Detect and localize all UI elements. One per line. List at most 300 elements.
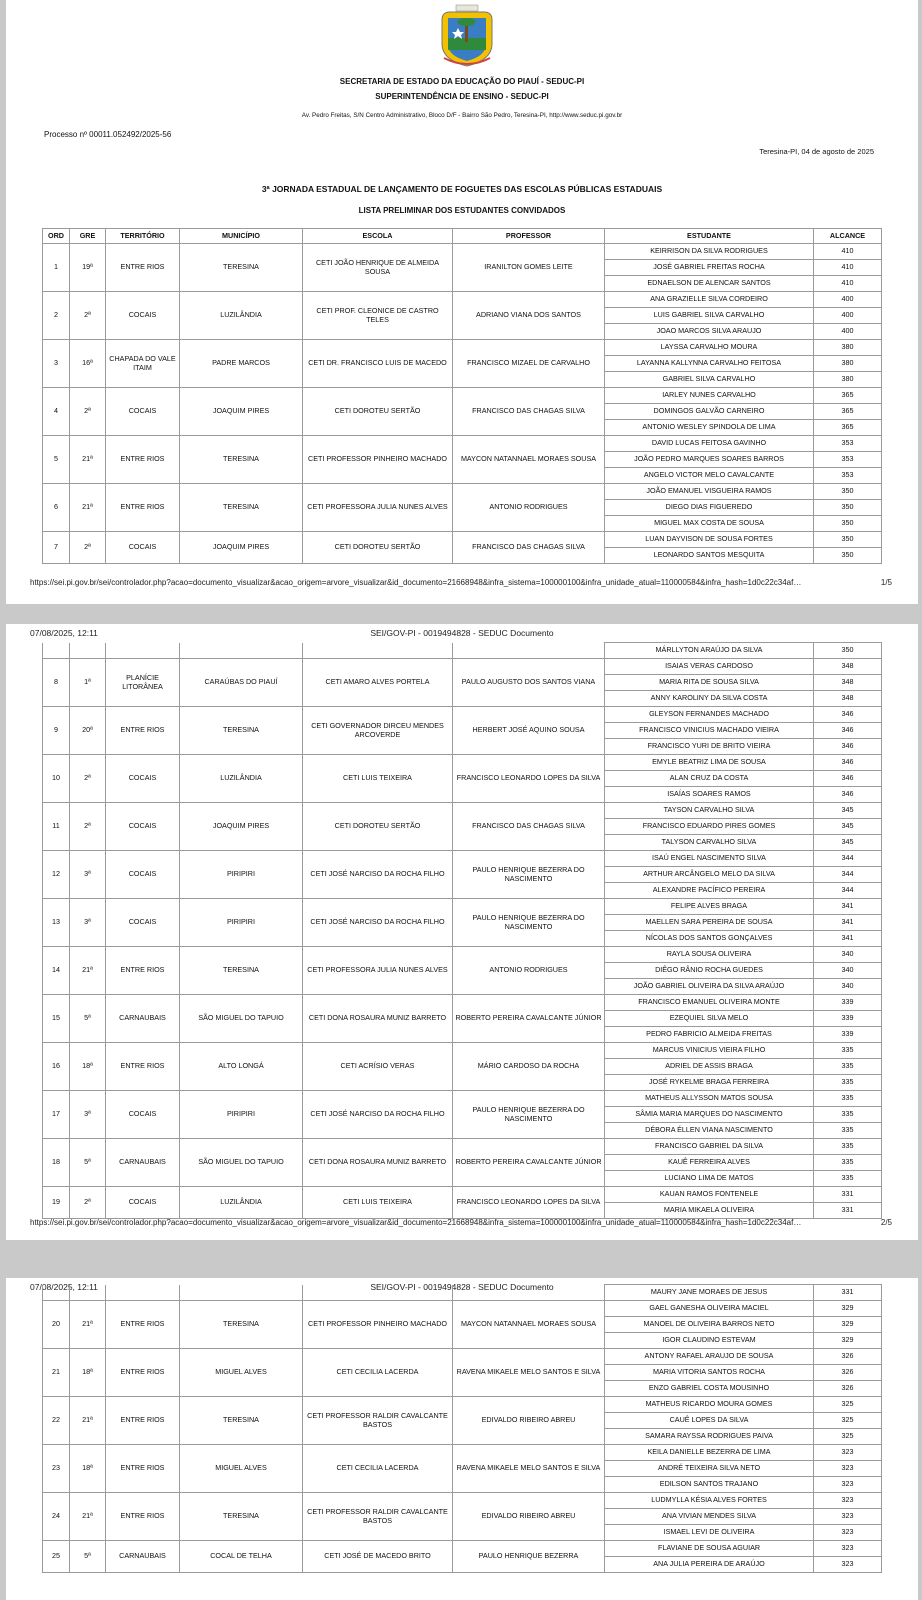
student-alcance: 339	[814, 1011, 882, 1027]
student-alcance: 353	[814, 452, 882, 468]
territorio-cell: CARNAUBAIS	[106, 1541, 180, 1573]
territorio-cell: ENTRE RIOS	[106, 1043, 180, 1091]
student-name: GLEYSON FERNANDES MACHADO	[605, 707, 814, 723]
escola-cell: CETI PROFESSORA JULIA NUNES ALVES	[303, 484, 453, 532]
escola-cell: CETI LUIS TEIXEIRA	[303, 755, 453, 803]
student-name: EZEQUIEL SILVA MELO	[605, 1011, 814, 1027]
ord-cell: 21	[43, 1349, 70, 1397]
student-name: SAMARA RAYSSA RODRIGUES PAIVA	[605, 1429, 814, 1445]
student-name: ANA JULIA PEREIRA DE ARAÚJO	[605, 1557, 814, 1573]
document-page-3	[6, 1278, 918, 1600]
gre-cell: 18ª	[70, 1043, 106, 1091]
table-row	[43, 755, 882, 771]
municipio-cell: PIRIPIRI	[180, 1091, 303, 1139]
student-name: MARIA RITA DE SOUSA SILVA	[605, 675, 814, 691]
territorio-cell: ENTRE RIOS	[106, 436, 180, 484]
student-alcance: 323	[814, 1493, 882, 1509]
municipio-cell: TERESINA	[180, 1493, 303, 1541]
print-timestamp: 07/08/2025, 12:11	[30, 628, 98, 638]
student-alcance: 329	[814, 1317, 882, 1333]
professor-cell: ROBERTO PEREIRA CAVALCANTE JÚNIOR	[453, 1139, 605, 1187]
document-page-1	[6, 0, 918, 604]
student-alcance: 345	[814, 819, 882, 835]
student-alcance: 326	[814, 1365, 882, 1381]
territorio-cell: PLANÍCIE LITORÂNEA	[106, 659, 180, 707]
table-row	[43, 388, 882, 404]
table-row	[43, 532, 882, 548]
student-name: MARIA VITORIA SANTOS ROCHA	[605, 1365, 814, 1381]
student-name: ANA GRAZIELLE SILVA CORDEIRO	[605, 292, 814, 308]
col-header-alcance: ALCANCE	[814, 229, 882, 244]
student-alcance: 350	[814, 500, 882, 516]
student-alcance: 348	[814, 659, 882, 675]
student-alcance: 346	[814, 771, 882, 787]
territorio-cell: COCAIS	[106, 532, 180, 564]
municipio-cell: COCAL DE TELHA	[180, 1541, 303, 1573]
student-alcance: 325	[814, 1397, 882, 1413]
ord-cell: 17	[43, 1091, 70, 1139]
table-row	[43, 1493, 882, 1509]
professor-cell: FRANCISCO LEONARDO LOPES DA SILVA	[453, 1187, 605, 1219]
municipio-cell: MIGUEL ALVES	[180, 1349, 303, 1397]
student-name: FRANCISCO EMANUEL OLIVEIRA MONTE	[605, 995, 814, 1011]
student-name: DÉBORA ÉLLEN VIANA NASCIMENTO	[605, 1123, 814, 1139]
student-alcance: 335	[814, 1091, 882, 1107]
professor-cell: FRANCISCO DAS CHAGAS SILVA	[453, 803, 605, 851]
ord-cell: 13	[43, 899, 70, 947]
ord-cell: 15	[43, 995, 70, 1043]
print-document-id: SEI/GOV-PI - 0019494828 - SEDUC Documento	[370, 628, 554, 638]
gre-cell: 1ª	[70, 659, 106, 707]
gre-cell: 5ª	[70, 995, 106, 1043]
professor-cell: PAULO HENRIQUE BEZERRA	[453, 1541, 605, 1573]
student-alcance: 323	[814, 1445, 882, 1461]
empty-cell	[303, 1285, 453, 1301]
student-name: KEILA DANIELLE BEZERRA DE LIMA	[605, 1445, 814, 1461]
address-line: Av. Pedro Freitas, S/N Centro Administrativo, Bloco D/F - Bairro São Pedro, Teresina-PI, http://www.seduc.pi.gov.br	[301, 112, 623, 119]
student-alcance: 410	[814, 276, 882, 292]
student-name: JOÃO GABRIEL OLIVEIRA DA SILVA ARAÚJO	[605, 979, 814, 995]
student-name: JOSÉ GABRIEL FREITAS ROCHA	[605, 260, 814, 276]
student-alcance: 345	[814, 803, 882, 819]
student-alcance: 340	[814, 979, 882, 995]
professor-cell: MÁRIO CARDOSO DA ROCHA	[453, 1043, 605, 1091]
student-name: KEIRRISON DA SILVA RODRIGUES	[605, 244, 814, 260]
student-alcance: 350	[814, 532, 882, 548]
ord-cell: 1	[43, 244, 70, 292]
professor-cell: FRANCISCO MIZAEL DE CARVALHO	[453, 340, 605, 388]
municipio-cell: ALTO LONGÁ	[180, 1043, 303, 1091]
table-row	[43, 436, 882, 452]
municipio-cell: PIRIPIRI	[180, 899, 303, 947]
table-row	[43, 707, 882, 723]
territorio-cell: ENTRE RIOS	[106, 244, 180, 292]
territorio-cell: ENTRE RIOS	[106, 484, 180, 532]
students-table-page-2	[42, 642, 882, 1219]
municipio-cell: PIRIPIRI	[180, 851, 303, 899]
student-name: ARTHUR ARCÂNGELO MELO DA SILVA	[605, 867, 814, 883]
table-row	[43, 292, 882, 308]
escola-cell: CETI DOROTEU SERTÃO	[303, 803, 453, 851]
table-row	[43, 484, 882, 500]
secretaria-header: SECRETARIA DE ESTADO DA EDUCAÇÃO DO PIAUÍ - SEDUC-PI	[339, 77, 585, 86]
escola-cell: CETI CECILIA LACERDA	[303, 1349, 453, 1397]
document-url[interactable]: https://sei.pi.gov.br/sei/controlador.php?acao=documento_visualizar&acao_origem=arvore_visualizar&id_documento=21668948&infra_sistema=100000100&infra_unidade_atual=110000584&infra_hash=1d0c22c34af…	[30, 1218, 802, 1227]
gre-cell: 2ª	[70, 1187, 106, 1219]
student-name: SÂMIA MARIA MARQUES DO NASCIMENTO	[605, 1107, 814, 1123]
municipio-cell: JOAQUIM PIRES	[180, 532, 303, 564]
student-name: JOSÉ RYKELME BRAGA FERREIRA	[605, 1075, 814, 1091]
escola-cell: CETI ACRÍSIO VERAS	[303, 1043, 453, 1091]
document-subtitle: LISTA PRELIMINAR DOS ESTUDANTES CONVIDADOS	[358, 206, 566, 215]
student-name: MIGUEL MAX COSTA DE SOUSA	[605, 516, 814, 532]
student-name: ANNY KAROLINY DA SILVA COSTA	[605, 691, 814, 707]
gre-cell: 2ª	[70, 388, 106, 436]
student-name: MARCUS VINICIUS VIEIRA FILHO	[605, 1043, 814, 1059]
print-document-id: SEI/GOV-PI - 0019494828 - SEDUC Documento	[370, 1282, 554, 1292]
student-name: RAYLA SOUSA OLIVEIRA	[605, 947, 814, 963]
escola-cell: CETI JOÃO HENRIQUE DE ALMEIDA SOUSA	[303, 244, 453, 292]
professor-cell: RAVENA MIKAELE MELO SANTOS E SILVA	[453, 1445, 605, 1493]
escola-cell: CETI DOROTEU SERTÃO	[303, 388, 453, 436]
student-alcance: 325	[814, 1413, 882, 1429]
student-alcance: 335	[814, 1139, 882, 1155]
student-alcance: 339	[814, 995, 882, 1011]
student-alcance: 400	[814, 292, 882, 308]
ord-cell: 8	[43, 659, 70, 707]
col-header-ord: ORD	[43, 229, 70, 244]
student-alcance: 331	[814, 1203, 882, 1219]
student-name: MATHEUS ALLYSSON MATOS SOUSA	[605, 1091, 814, 1107]
escola-cell: CETI DONA ROSAURA MUNIZ BARRETO	[303, 995, 453, 1043]
professor-cell: FRANCISCO DAS CHAGAS SILVA	[453, 388, 605, 436]
student-name: DAVID LUCAS FEITOSA GAVINHO	[605, 436, 814, 452]
student-name: FLAVIANE DE SOUSA AGUIAR	[605, 1541, 814, 1557]
student-alcance: 350	[814, 548, 882, 564]
table-header-row	[43, 229, 882, 244]
escola-cell: CETI LUIS TEIXEIRA	[303, 1187, 453, 1219]
student-name: LEONARDO SANTOS MESQUITA	[605, 548, 814, 564]
territorio-cell: ENTRE RIOS	[106, 707, 180, 755]
escola-cell: CETI JOSÉ DE MACEDO BRITO	[303, 1541, 453, 1573]
professor-cell: PAULO HENRIQUE BEZERRA DO NASCIMENTO	[453, 1091, 605, 1139]
student-alcance: 335	[814, 1155, 882, 1171]
students-table-page-3	[42, 1284, 882, 1573]
student-name: ADRIEL DE ASSIS BRAGA	[605, 1059, 814, 1075]
ord-cell: 25	[43, 1541, 70, 1573]
table-row	[43, 1445, 882, 1461]
student-name: FRANCISCO YURI DE BRITO VIEIRA	[605, 739, 814, 755]
student-alcance: 346	[814, 787, 882, 803]
student-name: MARIA MIKAELA OLIVEIRA	[605, 1203, 814, 1219]
student-alcance: 329	[814, 1301, 882, 1317]
student-name: LUCIANO LIMA DE MATOS	[605, 1171, 814, 1187]
empty-cell	[106, 1285, 180, 1301]
student-alcance: 335	[814, 1043, 882, 1059]
student-alcance: 365	[814, 388, 882, 404]
professor-cell: FRANCISCO LEONARDO LOPES DA SILVA	[453, 755, 605, 803]
escola-cell: CETI PROFESSORA JULIA NUNES ALVES	[303, 947, 453, 995]
student-alcance: 323	[814, 1525, 882, 1541]
municipio-cell: SÃO MIGUEL DO TAPUIO	[180, 1139, 303, 1187]
table-row	[43, 899, 882, 915]
empty-cell	[43, 643, 70, 659]
empty-cell	[453, 643, 605, 659]
gre-cell: 20ª	[70, 707, 106, 755]
escola-cell: CETI PROF. CLEONICE DE CASTRO TELES	[303, 292, 453, 340]
student-alcance: 348	[814, 691, 882, 707]
empty-cell	[180, 643, 303, 659]
ord-cell: 6	[43, 484, 70, 532]
municipio-cell: TERESINA	[180, 484, 303, 532]
student-name: MANOEL DE OLIVEIRA BARROS NETO	[605, 1317, 814, 1333]
professor-cell: ADRIANO VIANA DOS SANTOS	[453, 292, 605, 340]
student-alcance: 331	[814, 1187, 882, 1203]
student-alcance: 335	[814, 1171, 882, 1187]
gre-cell: 18ª	[70, 1349, 106, 1397]
student-name: ANGELO VICTOR MELO CAVALCANTE	[605, 468, 814, 484]
gre-cell: 21ª	[70, 947, 106, 995]
student-alcance: 380	[814, 372, 882, 388]
table-row	[43, 851, 882, 867]
municipio-cell: JOAQUIM PIRES	[180, 388, 303, 436]
student-name: JOAO MARCOS SILVA ARAUJO	[605, 324, 814, 340]
student-name: MAELLEN SARA PEREIRA DE SOUSA	[605, 915, 814, 931]
student-name: ANA VIVIAN MENDES SILVA	[605, 1509, 814, 1525]
table-row	[43, 1541, 882, 1557]
state-coat-of-arms-icon	[438, 4, 496, 68]
municipio-cell: TERESINA	[180, 1301, 303, 1349]
ord-cell: 2	[43, 292, 70, 340]
student-alcance: 335	[814, 1075, 882, 1091]
student-name: EDILSON SANTOS TRAJANO	[605, 1477, 814, 1493]
page-number: 1/5	[880, 578, 892, 587]
table-row	[43, 643, 882, 659]
student-alcance: 323	[814, 1509, 882, 1525]
col-header-escola: ESCOLA	[303, 229, 453, 244]
table-row	[43, 1301, 882, 1317]
municipio-cell: MIGUEL ALVES	[180, 1445, 303, 1493]
student-alcance: 323	[814, 1461, 882, 1477]
empty-cell	[106, 643, 180, 659]
student-alcance: 410	[814, 244, 882, 260]
escola-cell: CETI AMARO ALVES PORTELA	[303, 659, 453, 707]
student-name: IARLEY NUNES CARVALHO	[605, 388, 814, 404]
student-name: LAYSSA CARVALHO MOURA	[605, 340, 814, 356]
student-alcance: 345	[814, 835, 882, 851]
student-name: KAUAN RAMOS FONTENELE	[605, 1187, 814, 1203]
student-name: FRANCISCO VINICIUS MACHADO VIEIRA	[605, 723, 814, 739]
document-url[interactable]: https://sei.pi.gov.br/sei/controlador.php?acao=documento_visualizar&acao_origem=arvore_visualizar&id_documento=21668948&infra_sistema=100000100&infra_unidade_atual=110000584&infra_hash=1d0c22c34af…	[30, 578, 802, 587]
student-alcance: 346	[814, 755, 882, 771]
gre-cell: 19ª	[70, 244, 106, 292]
escola-cell: CETI JOSÉ NARCISO DA ROCHA FILHO	[303, 1091, 453, 1139]
student-alcance: 350	[814, 484, 882, 500]
gre-cell: 5ª	[70, 1541, 106, 1573]
document-page-2	[6, 624, 918, 1240]
student-alcance: 331	[814, 1285, 882, 1301]
gre-cell: 21ª	[70, 1493, 106, 1541]
professor-cell: HERBERT JOSÉ AQUINO SOUSA	[453, 707, 605, 755]
professor-cell: PAULO HENRIQUE BEZERRA DO NASCIMENTO	[453, 851, 605, 899]
ord-cell: 7	[43, 532, 70, 564]
territorio-cell: ENTRE RIOS	[106, 947, 180, 995]
escola-cell: CETI JOSÉ NARCISO DA ROCHA FILHO	[303, 899, 453, 947]
territorio-cell: COCAIS	[106, 1091, 180, 1139]
municipio-cell: PADRE MARCOS	[180, 340, 303, 388]
table-row	[43, 244, 882, 260]
municipio-cell: CARAÚBAS DO PIAUÍ	[180, 659, 303, 707]
student-name: DIÊGO RÂNIO ROCHA GUEDES	[605, 963, 814, 979]
municipio-cell: TERESINA	[180, 1397, 303, 1445]
student-name: EDNAELSON DE ALENCAR SANTOS	[605, 276, 814, 292]
student-alcance: 365	[814, 404, 882, 420]
gre-cell: 21ª	[70, 1397, 106, 1445]
empty-cell	[70, 643, 106, 659]
student-name: LUIS GABRIEL SILVA CARVALHO	[605, 308, 814, 324]
table-row	[43, 659, 882, 675]
student-alcance: 335	[814, 1107, 882, 1123]
municipio-cell: TERESINA	[180, 947, 303, 995]
student-alcance: 380	[814, 340, 882, 356]
table-row	[43, 1349, 882, 1365]
student-alcance: 346	[814, 723, 882, 739]
student-alcance: 323	[814, 1477, 882, 1493]
student-alcance: 380	[814, 356, 882, 372]
student-name: JOÃO EMANUEL VISGUEIRA RAMOS	[605, 484, 814, 500]
ord-cell: 14	[43, 947, 70, 995]
escola-cell: CETI DOROTEU SERTÃO	[303, 532, 453, 564]
student-alcance: 341	[814, 915, 882, 931]
ord-cell: 22	[43, 1397, 70, 1445]
ord-cell: 5	[43, 436, 70, 484]
municipio-cell: TERESINA	[180, 244, 303, 292]
escola-cell: CETI JOSÉ NARCISO DA ROCHA FILHO	[303, 851, 453, 899]
territorio-cell: COCAIS	[106, 899, 180, 947]
gre-cell: 21ª	[70, 484, 106, 532]
territorio-cell: COCAIS	[106, 755, 180, 803]
professor-cell: EDIVALDO RIBEIRO ABREU	[453, 1493, 605, 1541]
professor-cell: EDIVALDO RIBEIRO ABREU	[453, 1397, 605, 1445]
student-alcance: 326	[814, 1349, 882, 1365]
student-name: MÁRLLYTON ARAÚJO DA SILVA	[605, 643, 814, 659]
student-alcance: 339	[814, 1027, 882, 1043]
student-alcance: 350	[814, 643, 882, 659]
territorio-cell: ENTRE RIOS	[106, 1493, 180, 1541]
territorio-cell: CHAPADA DO VALE ITAIM	[106, 340, 180, 388]
student-name: FELIPE ALVES BRAGA	[605, 899, 814, 915]
student-name: GABRIEL SILVA CARVALHO	[605, 372, 814, 388]
student-name: DOMINGOS GALVÃO CARNEIRO	[605, 404, 814, 420]
table-row	[43, 1139, 882, 1155]
student-alcance: 400	[814, 324, 882, 340]
empty-cell	[70, 1285, 106, 1301]
student-name: PEDRO FABRICIO ALMEIDA FREITAS	[605, 1027, 814, 1043]
ord-cell: 3	[43, 340, 70, 388]
student-alcance: 341	[814, 931, 882, 947]
student-alcance: 323	[814, 1541, 882, 1557]
student-name: TAYSON CARVALHO SILVA	[605, 803, 814, 819]
student-name: FRANCISCO GABRIEL DA SILVA	[605, 1139, 814, 1155]
professor-cell: PAULO HENRIQUE BEZERRA DO NASCIMENTO	[453, 899, 605, 947]
ord-cell: 9	[43, 707, 70, 755]
student-alcance: 341	[814, 899, 882, 915]
territorio-cell: COCAIS	[106, 1187, 180, 1219]
gre-cell: 3ª	[70, 1091, 106, 1139]
escola-cell: CETI PROFESSOR RALDIR CAVALCANTE BASTOS	[303, 1493, 453, 1541]
territorio-cell: COCAIS	[106, 803, 180, 851]
student-name: ISAÚ ENGEL NASCIMENTO SILVA	[605, 851, 814, 867]
gre-cell: 2ª	[70, 755, 106, 803]
empty-cell	[453, 1285, 605, 1301]
student-alcance: 344	[814, 867, 882, 883]
municipio-cell: TERESINA	[180, 707, 303, 755]
professor-cell: ROBERTO PEREIRA CAVALCANTE JÚNIOR	[453, 995, 605, 1043]
page-number: 2/5	[880, 1218, 892, 1227]
municipio-cell: TERESINA	[180, 436, 303, 484]
ord-cell: 16	[43, 1043, 70, 1091]
municipio-cell: SÃO MIGUEL DO TAPUIO	[180, 995, 303, 1043]
col-header-territorio: TERRITÓRIO	[106, 229, 180, 244]
student-alcance: 340	[814, 963, 882, 979]
col-header-estudante: ESTUDANTE	[605, 229, 814, 244]
student-name: ISAIAS VERAS CARDOSO	[605, 659, 814, 675]
student-name: ANTONIO WESLEY SPINDOLA DE LIMA	[605, 420, 814, 436]
escola-cell: CETI PROFESSOR PINHEIRO MACHADO	[303, 1301, 453, 1349]
municipio-cell: LUZILÂNDIA	[180, 292, 303, 340]
territorio-cell: ENTRE RIOS	[106, 1349, 180, 1397]
student-alcance: 400	[814, 308, 882, 324]
professor-cell: ANTONIO RODRIGUES	[453, 947, 605, 995]
table-row	[43, 947, 882, 963]
municipio-cell: LUZILÂNDIA	[180, 1187, 303, 1219]
student-alcance: 335	[814, 1059, 882, 1075]
gre-cell: 21ª	[70, 436, 106, 484]
professor-cell: RAVENA MIKAELE MELO SANTOS E SILVA	[453, 1349, 605, 1397]
student-name: TALYSON CARVALHO SILVA	[605, 835, 814, 851]
table-row	[43, 803, 882, 819]
professor-cell: ANTONIO RODRIGUES	[453, 484, 605, 532]
student-name: JOÃO PEDRO MARQUES SOARES BARROS	[605, 452, 814, 468]
student-alcance: 353	[814, 436, 882, 452]
student-alcance: 344	[814, 883, 882, 899]
gre-cell: 2ª	[70, 803, 106, 851]
professor-cell: PAULO AUGUSTO DOS SANTOS VIANA	[453, 659, 605, 707]
student-name: GAEL GANESHA OLIVEIRA MACIEL	[605, 1301, 814, 1317]
ord-cell: 20	[43, 1301, 70, 1349]
escola-cell: CETI CECILIA LACERDA	[303, 1445, 453, 1493]
superintendencia-header: SUPERINTENDÊNCIA DE ENSINO - SEDUC-PI	[375, 92, 549, 101]
student-alcance: 323	[814, 1557, 882, 1573]
territorio-cell: ENTRE RIOS	[106, 1397, 180, 1445]
gre-cell: 18ª	[70, 1445, 106, 1493]
professor-cell: FRANCISCO DAS CHAGAS SILVA	[453, 532, 605, 564]
territorio-cell: CARNAUBAIS	[106, 995, 180, 1043]
ord-cell: 11	[43, 803, 70, 851]
student-alcance: 346	[814, 707, 882, 723]
table-row	[43, 1091, 882, 1107]
ord-cell: 23	[43, 1445, 70, 1493]
gre-cell: 2ª	[70, 292, 106, 340]
gre-cell: 16ª	[70, 340, 106, 388]
gre-cell: 3ª	[70, 851, 106, 899]
print-timestamp: 07/08/2025, 12:11	[30, 1282, 98, 1292]
student-alcance: 326	[814, 1381, 882, 1397]
table-row	[43, 1043, 882, 1059]
table-row	[43, 1285, 882, 1301]
municipio-cell: LUZILÂNDIA	[180, 755, 303, 803]
empty-cell	[180, 1285, 303, 1301]
